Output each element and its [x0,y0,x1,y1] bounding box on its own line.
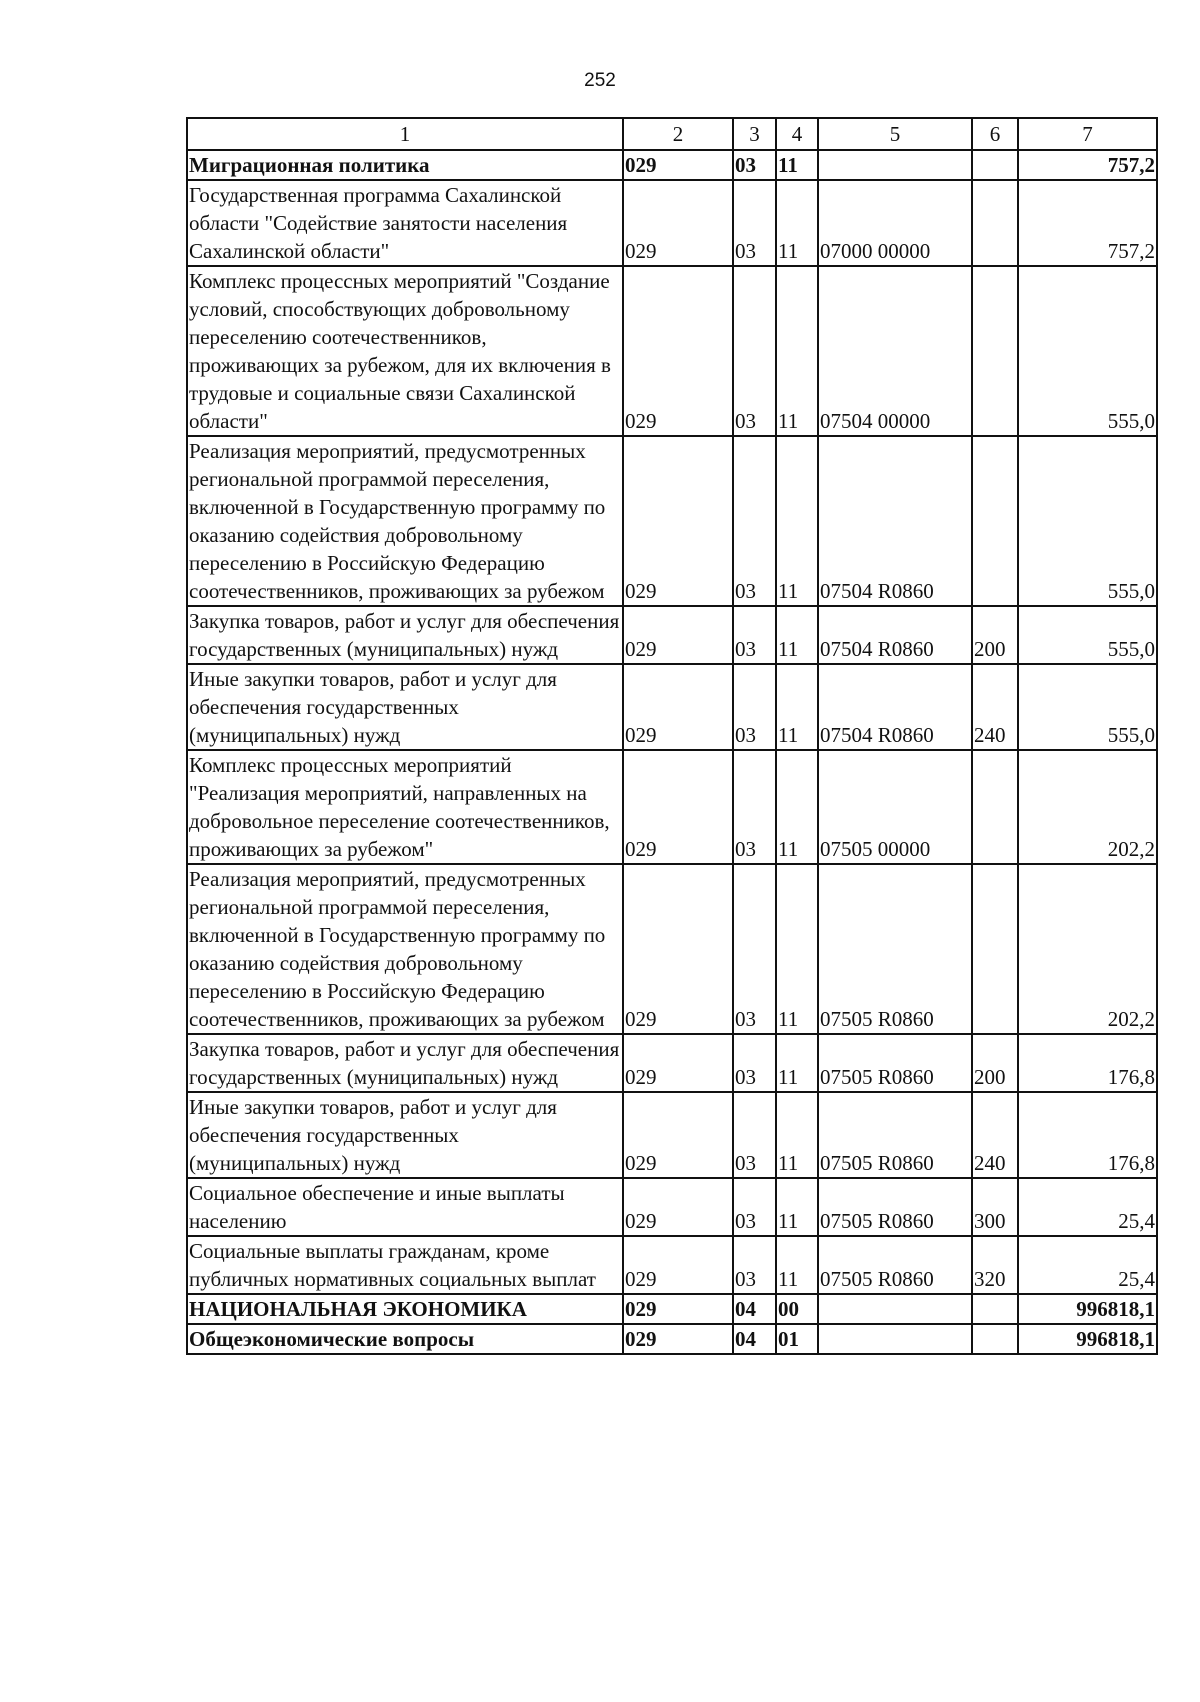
row-expense-type-cell [972,864,1018,1034]
row-target-cell: 07505 R0860 [818,1236,972,1294]
row-expense-type-cell [972,1324,1018,1354]
table-row [187,1034,1157,1092]
table-row [187,1294,1157,1324]
row-name-cell: Общеэкономические вопросы [187,1324,623,1354]
row-amount-cell: 176,8 [1018,1092,1157,1178]
column-header: 6 [972,118,1018,150]
row-target-cell [818,1324,972,1354]
row-subsection-cell: 11 [776,1178,818,1236]
table-row [187,1324,1157,1354]
row-name-cell: Государственная программа Сахалинской области "Содействие занятости населения Сахалинской области" [187,180,623,266]
row-expense-type-cell: 240 [972,1092,1018,1178]
row-amount-cell: 996818,1 [1018,1294,1157,1324]
row-section-cell: 03 [733,864,776,1034]
row-expense-type-cell [972,436,1018,606]
table-row [187,180,1157,266]
row-code-cell: 029 [623,180,733,266]
budget-table [186,117,1158,1355]
row-target-cell: 07505 R0860 [818,1034,972,1092]
table-row [187,1236,1157,1294]
table-row [187,436,1157,606]
table-body [187,150,1157,1354]
row-expense-type-cell [972,150,1018,180]
row-section-cell: 03 [733,750,776,864]
row-section-cell: 03 [733,606,776,664]
row-expense-type-cell: 320 [972,1236,1018,1294]
row-amount-cell: 202,2 [1018,750,1157,864]
column-header: 2 [623,118,733,150]
row-section-cell: 03 [733,266,776,436]
table-row [187,664,1157,750]
row-section-cell: 03 [733,1092,776,1178]
row-code-cell: 029 [623,1092,733,1178]
column-header: 4 [776,118,818,150]
row-name-cell: Комплекс процессных мероприятий "Создание условий, способствующих добровольному переселению соотечественников, проживающих за рубежом, для их включения в трудовые и социальные связи Сахалинской области" [187,266,623,436]
row-amount-cell: 555,0 [1018,664,1157,750]
column-header: 5 [818,118,972,150]
row-name-cell: Социальное обеспечение и иные выплаты населению [187,1178,623,1236]
row-section-cell: 03 [733,436,776,606]
row-name-cell: НАЦИОНАЛЬНАЯ ЭКОНОМИКА [187,1294,623,1324]
row-subsection-cell: 11 [776,180,818,266]
row-target-cell: 07504 R0860 [818,606,972,664]
page-number: 252 [584,70,616,91]
row-target-cell: 07504 00000 [818,266,972,436]
row-amount-cell: 25,4 [1018,1236,1157,1294]
row-amount-cell: 176,8 [1018,1034,1157,1092]
row-code-cell: 029 [623,266,733,436]
table-row [187,864,1157,1034]
row-code-cell: 029 [623,1034,733,1092]
row-name-cell: Иные закупки товаров, работ и услуг для обеспечения государственных (муниципальных) нужд [187,664,623,750]
row-code-cell: 029 [623,150,733,180]
row-subsection-cell: 11 [776,436,818,606]
row-section-cell: 03 [733,1034,776,1092]
row-expense-type-cell: 200 [972,606,1018,664]
row-section-cell: 04 [733,1324,776,1354]
row-code-cell: 029 [623,1178,733,1236]
row-name-cell: Закупка товаров, работ и услуг для обеспечения государственных (муниципальных) нужд [187,606,623,664]
table-row [187,1092,1157,1178]
row-subsection-cell: 11 [776,864,818,1034]
row-amount-cell: 555,0 [1018,436,1157,606]
row-subsection-cell: 11 [776,1092,818,1178]
row-section-cell: 03 [733,1236,776,1294]
row-code-cell: 029 [623,606,733,664]
row-expense-type-cell: 240 [972,664,1018,750]
row-amount-cell: 25,4 [1018,1178,1157,1236]
row-target-cell: 07505 R0860 [818,1092,972,1178]
row-subsection-cell: 11 [776,266,818,436]
row-code-cell: 029 [623,1236,733,1294]
header-row [187,118,1157,150]
row-code-cell: 029 [623,1294,733,1324]
row-name-cell: Реализация мероприятий, предусмотренных региональной программой переселения, включенной в Государственную программу по оказанию содействия добровольному переселению в Российскую Федерацию соотечественников, проживающих за рубежом [187,436,623,606]
row-code-cell: 029 [623,1324,733,1354]
row-code-cell: 029 [623,864,733,1034]
table-row [187,750,1157,864]
row-amount-cell: 757,2 [1018,150,1157,180]
row-section-cell: 03 [733,1178,776,1236]
table-row [187,150,1157,180]
row-subsection-cell: 11 [776,750,818,864]
row-subsection-cell: 11 [776,664,818,750]
row-expense-type-cell: 200 [972,1034,1018,1092]
row-target-cell: 07505 R0860 [818,864,972,1034]
row-target-cell: 07505 R0860 [818,1178,972,1236]
row-code-cell: 029 [623,436,733,606]
row-target-cell: 07504 R0860 [818,436,972,606]
row-name-cell: Социальные выплаты гражданам, кроме публичных нормативных социальных выплат [187,1236,623,1294]
row-subsection-cell: 11 [776,150,818,180]
row-section-cell: 03 [733,664,776,750]
row-amount-cell: 202,2 [1018,864,1157,1034]
row-name-cell: Комплекс процессных мероприятий "Реализация мероприятий, направленных на добровольное переселение соотечественников, проживающих за рубежом" [187,750,623,864]
column-header: 1 [187,118,623,150]
row-expense-type-cell [972,750,1018,864]
row-name-cell: Миграционная политика [187,150,623,180]
row-code-cell: 029 [623,750,733,864]
row-target-cell [818,150,972,180]
row-expense-type-cell [972,180,1018,266]
row-amount-cell: 555,0 [1018,606,1157,664]
row-subsection-cell: 11 [776,606,818,664]
table-row [187,1178,1157,1236]
row-section-cell: 03 [733,150,776,180]
row-subsection-cell: 11 [776,1034,818,1092]
row-name-cell: Реализация мероприятий, предусмотренных региональной программой переселения, включенной в Государственную программу по оказанию содействия добровольному переселению в Российскую Федерацию соотечественников, проживающих за рубежом [187,864,623,1034]
row-subsection-cell: 01 [776,1324,818,1354]
row-subsection-cell: 11 [776,1236,818,1294]
row-amount-cell: 757,2 [1018,180,1157,266]
row-expense-type-cell: 300 [972,1178,1018,1236]
row-section-cell: 04 [733,1294,776,1324]
row-subsection-cell: 00 [776,1294,818,1324]
row-expense-type-cell [972,1294,1018,1324]
row-expense-type-cell [972,266,1018,436]
row-target-cell: 07000 00000 [818,180,972,266]
row-name-cell: Закупка товаров, работ и услуг для обеспечения государственных (муниципальных) нужд [187,1034,623,1092]
column-header: 3 [733,118,776,150]
row-target-cell: 07504 R0860 [818,664,972,750]
row-target-cell [818,1294,972,1324]
row-code-cell: 029 [623,664,733,750]
row-name-cell: Иные закупки товаров, работ и услуг для обеспечения государственных (муниципальных) нужд [187,1092,623,1178]
row-amount-cell: 555,0 [1018,266,1157,436]
column-header: 7 [1018,118,1157,150]
row-target-cell: 07505 00000 [818,750,972,864]
row-amount-cell: 996818,1 [1018,1324,1157,1354]
row-section-cell: 03 [733,180,776,266]
table-row [187,606,1157,664]
table-row [187,266,1157,436]
